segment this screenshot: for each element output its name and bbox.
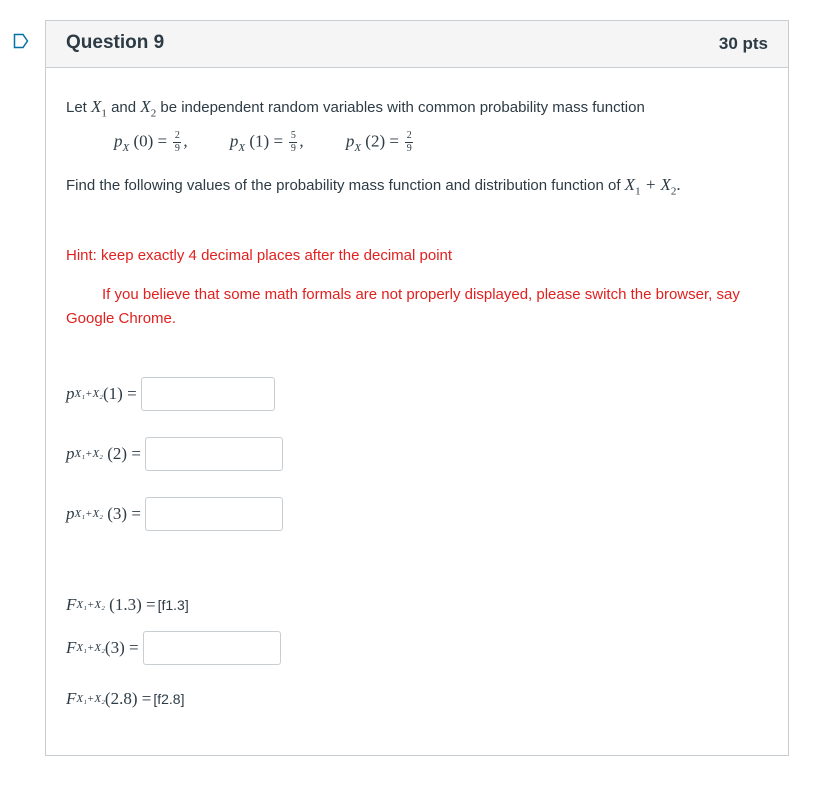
blank-f1-3[interactable]: [f1.3] — [157, 597, 189, 613]
answer-row: p X₁+X₂ (2) = — [66, 437, 283, 471]
answer-input-f3[interactable] — [143, 631, 281, 665]
pmf-item: $p_X$ (2) = $\frac{2}{9}$ — [345, 130, 412, 154]
var-x1: $X_1$ — [91, 97, 107, 120]
intro-suffix: be independent random variables with common probability mass function — [160, 99, 645, 116]
answer-row: F X₁+X₂ (2.8) = [f2.8] — [66, 689, 185, 708]
flag-question-icon[interactable] — [13, 33, 29, 49]
var-x2: $X_2$ — [140, 97, 157, 120]
find-instruction: Find the following values of the probability mass function and distribution function of $X_1 + X_2$. — [66, 175, 681, 198]
answer-input-p2[interactable] — [145, 437, 283, 471]
answer-row: p X₁+X₂ (1) = — [66, 377, 275, 411]
answer-row: F X₁+X₂ (3) = — [66, 631, 281, 665]
intro-text — [66, 97, 645, 119]
hint-text: Hint: keep exactly 4 decimal places after the decimal point — [66, 247, 453, 264]
answer-row: p X₁+X₂ (3) = — [66, 497, 283, 531]
question-points: 30 pts — [718, 34, 768, 53]
browser-note: If you believe that some math formals are not properly displayed, please switch the browser, say Google Chrome. — [66, 286, 740, 327]
question-title: Question 9 — [66, 32, 165, 53]
pmf-definitions — [114, 131, 453, 154]
answer-row: F X₁+X₂ (1.3) = [f1.3] — [66, 595, 189, 614]
intro-and: and — [111, 99, 137, 116]
intro-prefix: Let — [66, 99, 87, 116]
question-header — [46, 21, 788, 68]
answer-input-p3[interactable] — [145, 497, 283, 531]
pmf-item: $p_X$ (1) = $\frac{5}{9}$ , — [229, 130, 304, 154]
blank-f2-8[interactable]: [f2.8] — [153, 691, 185, 707]
answer-input-p1[interactable] — [141, 377, 275, 411]
pmf-item: $p_X$ (0) = $\frac{2}{9}$ , — [114, 130, 188, 154]
question-card — [45, 20, 789, 756]
